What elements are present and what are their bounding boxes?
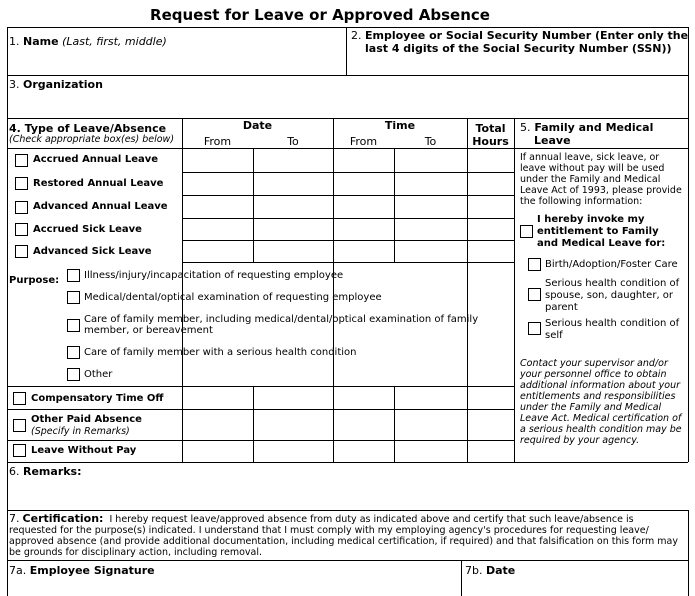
time-to-header: To [424,135,437,148]
purpose-option-label: Care of family member with a serious health condition [84,347,357,358]
comp-time-checkbox[interactable] [13,392,26,405]
comp-time-label: Compensatory Time Off [31,393,164,404]
fmla-self-checkbox[interactable] [528,322,541,335]
date-from-header: From [203,135,232,148]
leave-type-heading: 4. Type of Leave/Absence [9,122,167,135]
accrued-sick-checkbox[interactable] [15,223,28,236]
leave-type-hint: (Check appropriate box(es) below) [9,134,175,145]
purpose-exam-checkbox[interactable] [67,291,80,304]
other-paid-label: Other Paid Absence [31,414,142,425]
form-title: Request for Leave or Approved Absence [150,6,490,24]
date-field[interactable]: 7b. Date [465,564,516,577]
date-header: Date [242,119,273,132]
leave-type-label: Accrued Annual Leave [33,154,159,165]
date-to-header: To [287,135,299,148]
remarks-field[interactable]: 6. Remarks: [9,465,82,478]
organization-field[interactable]: 3. Organization [9,78,103,91]
purpose-label: Purpose: [9,275,60,286]
purpose-option-label: Care of family member, including medical/dental/optical examination of family [84,314,479,325]
purpose-serious-condition-checkbox[interactable] [67,346,80,359]
lwop-label: Leave Without Pay [31,445,137,456]
purpose-option-label: Illness/injury/incapacitation of requesting employee [84,270,344,281]
purpose-family-care-checkbox[interactable] [67,319,80,332]
advanced-annual-checkbox[interactable] [15,201,28,214]
other-paid-checkbox[interactable] [13,419,26,432]
fmla-family-label: Serious health condition of spouse, son, daughter, or parent [545,278,680,313]
leave-type-label: Restored Annual Leave [33,178,164,189]
employee-signature-field[interactable]: 7a. Employee Signature [9,564,155,577]
fmla-birth-label: Birth/Adoption/Foster Care [545,259,678,270]
leave-type-label: Advanced Sick Leave [33,246,152,257]
time-from-header: From [349,135,378,148]
accrued-annual-checkbox[interactable] [15,154,28,167]
fmla-invoke-label: I hereby invoke my entitlement to Family and Medical Leave for: [537,214,666,249]
purpose-illness-checkbox[interactable] [67,269,80,282]
leave-type-label: Accrued Sick Leave [33,224,142,235]
name-field[interactable]: 1. Name (Last, first, middle) [9,35,167,48]
ssn-field[interactable]: 2. Employee or Social Security Number (Enter only the last 4 digits of the Social Security Number (SSN)) [351,29,689,55]
purpose-other-checkbox[interactable] [67,368,80,381]
total-hours-header: Total Hours [472,122,509,148]
fmla-birth-checkbox[interactable] [528,258,541,271]
purpose-option-label-cont: member, or bereavement [84,325,213,336]
fmla-contact-note: Contact your supervisor and/or your personnel office to obtain additional information about your entitlements and responsibilities under the Family and Medical Leave Act. Medical certification of a serious health condition may be required by your agency. [520,358,682,446]
certification-block: 7. Certification: I hereby request leave/approved absence from duty as indicated above and certify that such leave/absence is requested for the purpose(s) indicated. I understand that I must comply with my employing agency's procedures for requesting leave/ approved absence (and provide additional documentation, including medical certification, if required) and that falsification on this form may be grounds for disciplinary action, including removal. [9,512,678,558]
other-paid-hint: (Specify in Remarks) [31,426,130,437]
leave-type-label: Advanced Annual Leave [33,201,168,212]
lwop-checkbox[interactable] [13,444,26,457]
advanced-sick-checkbox[interactable] [15,245,28,258]
fmla-heading: 5. Family and Medical Leave [520,121,654,147]
time-header: Time [384,119,416,132]
fmla-intro: If annual leave, sick leave, or leave without pay will be used under the Family and Medical Leave Act of 1993, please provide the following information: [520,152,682,207]
fmla-family-checkbox[interactable] [528,288,541,301]
fmla-self-label: Serious health condition of self [545,318,680,341]
restored-annual-checkbox[interactable] [15,177,28,190]
purpose-option-label: Other [84,369,113,380]
fmla-invoke-checkbox[interactable] [520,225,533,238]
purpose-option-label: Medical/dental/optical examination of requesting employee [84,292,382,303]
